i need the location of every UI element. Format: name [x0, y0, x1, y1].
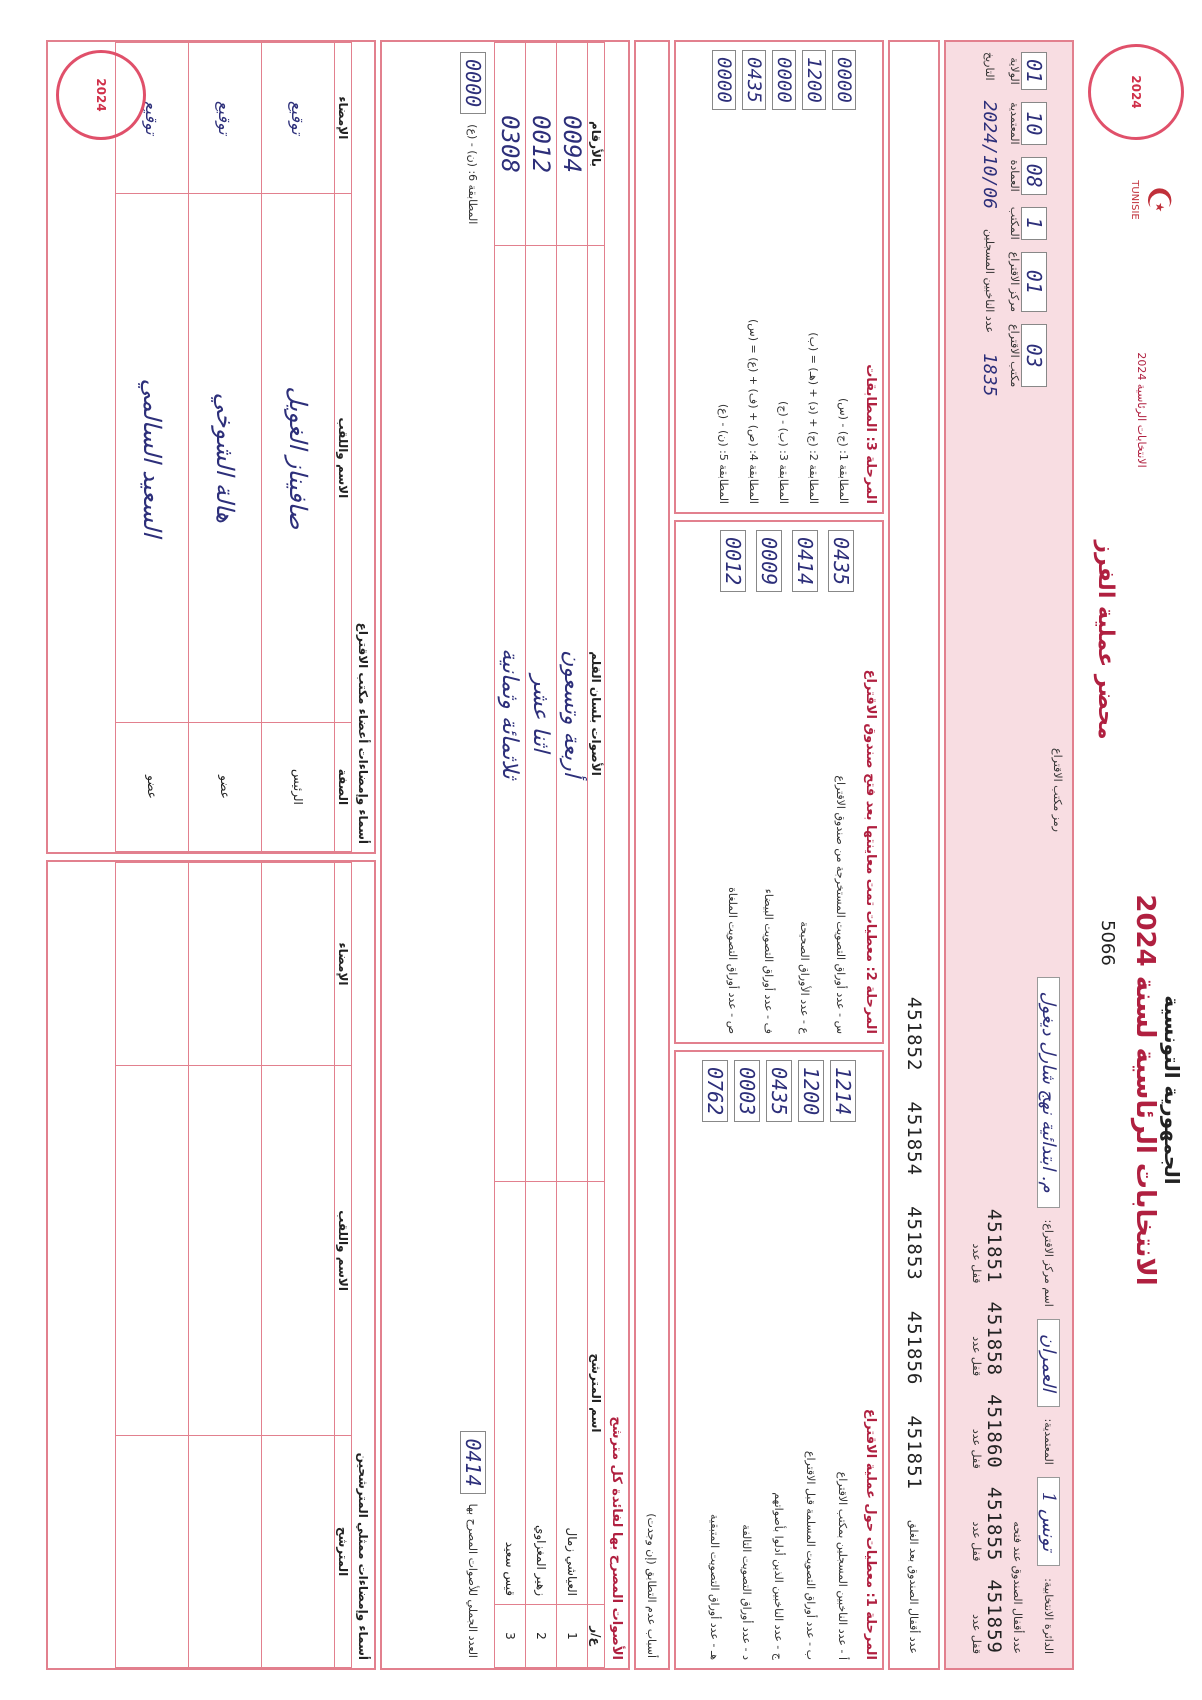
- member-name: هالة الشوخي: [189, 193, 262, 722]
- table-row: عضو هالة الشوخي توقيع: [189, 43, 262, 852]
- republic-name: الجمهورية التونسية: [1160, 995, 1184, 1185]
- stage1-value[interactable]: 1214: [830, 1060, 856, 1122]
- official-seal-bottom: 2024: [56, 50, 146, 140]
- stage3-title: المرحلة 3: المطابقات: [863, 364, 878, 504]
- stage1-row: أ - عدد الناخبين المسجلين بمكتب الاقتراع 1214: [827, 1052, 859, 1668]
- stage2-row: س - عدد أوراق التصويت المستخرجة من صندوق الاقتراع 0435: [823, 522, 859, 1042]
- seal-number: 451859 قفل عدد: [970, 1579, 1005, 1654]
- table-row: [189, 863, 262, 1668]
- stage2-value[interactable]: 0012: [720, 530, 746, 592]
- stage2-panel: [674, 520, 884, 1044]
- results-title: الأصوات المصرح بها لفائدة كل مترشح: [609, 1416, 624, 1660]
- seal-after-number: 451854: [903, 1101, 925, 1177]
- identity-line: الدائرة الانتخابية: تونس 1 المعتمدية: العمران اسم مركز الاقتراع: م. ابتدائية نهج شارل ديغول: [1034, 754, 1064, 1654]
- seal-after-number: 451853: [903, 1206, 925, 1281]
- stage1-row: ب - عدد أوراق التصويت المسلمة قبل الاقتراع 1200: [795, 1052, 827, 1668]
- votes-words[interactable]: ثلاثمائة وثمانية: [495, 246, 526, 1182]
- office-code-block: رمز مكتب الاقتراع 01 الولاية 10 المعتمدية 08 العمادة 1 المكتب 01 مركز الاقتراع 03 مكتب الاقتراع التاريخ 2024/10/06 عدد الناخبين المسجلين 1835: [979, 52, 1064, 832]
- stage1-value[interactable]: 0762: [702, 1060, 728, 1122]
- stage1-value[interactable]: 0003: [734, 1060, 760, 1122]
- stage3-row: المطابقة 2: (ج) + (د) + (هـ) = (ب) 1200: [799, 42, 829, 512]
- office-code: 01 الولاية 10 المعتمدية 08 العمادة 1 المكتب 01 مركز الاقتراع 03 مكتب الاقتراع: [1008, 52, 1047, 832]
- table-row: 1 العياشي زمال أربعة وتسعون 0094: [557, 43, 588, 1668]
- stage3-value[interactable]: 0000: [712, 50, 736, 110]
- seal-number: 451858 قفل عدد: [970, 1301, 1005, 1377]
- stage1-value[interactable]: 0435: [766, 1060, 792, 1122]
- stage2-row: ف - عدد أوراق التصويت البيضاء 0009: [751, 522, 787, 1042]
- table-row: الرئيس صافيناز الغويل توقيع: [262, 43, 335, 852]
- seal-number: 451860 قفل عدد: [970, 1394, 1005, 1469]
- total-votes: العدد الجملي للأصوات المصرح بها 0414: [460, 1431, 486, 1658]
- stage3-value[interactable]: 0000: [772, 50, 796, 110]
- office-panel: [46, 40, 376, 854]
- stage3-panel: [674, 40, 884, 514]
- stage1-row: د - عدد أوراق التصويت التالفة 0003: [731, 1052, 763, 1668]
- stage3-value[interactable]: 0435: [742, 50, 766, 110]
- delegation-field[interactable]: العمران: [1038, 1319, 1061, 1407]
- seals-list: [970, 834, 1005, 1654]
- stage2-value[interactable]: 0009: [756, 530, 782, 592]
- date-field[interactable]: 2024/10/06: [979, 100, 1000, 209]
- table-row: 2 زهير المغزاوي اثنا عشر 0012: [526, 43, 557, 1668]
- candidate-name: قيس سعيد: [495, 1182, 526, 1605]
- registered-field[interactable]: 1835: [979, 353, 1000, 397]
- results-table: [494, 42, 605, 1668]
- authority-text: TUNISIE: [1129, 180, 1140, 220]
- doc-number: 5066: [1097, 920, 1118, 966]
- identity-block: [944, 40, 1074, 1670]
- stage2-row: ع - عدد الأوراق الصحيحة 0414: [787, 522, 823, 1042]
- votes-words[interactable]: اثنا عشر: [526, 246, 557, 1182]
- stage3-row: المطابقة 3: (ب) - (ج) 0000: [769, 42, 799, 512]
- signature[interactable]: توقيع: [262, 43, 335, 194]
- results-header-row: ع/ر اسم المترشح الأصوات بلسان القلم بالأرقام: [588, 43, 605, 1668]
- stage2-row: ص - عدد أوراق التصويت الملغاة 0012: [715, 522, 751, 1042]
- signature[interactable]: توقيع: [189, 43, 262, 194]
- circ-field[interactable]: تونس 1: [1038, 1477, 1061, 1566]
- representatives-title: أسماء وإمضاءات ممثلي المترشحين: [356, 1452, 370, 1660]
- stage1-panel: [674, 1050, 884, 1670]
- page-title: الانتخابات الرئاسية لسنة 2024: [1130, 894, 1160, 1286]
- seals-before: عدد أقفال الصندوق عند فتحه 451859 قفل عدد 451855 قفل عدد 451860 قفل عدد 451858 قفل عدد 451851 قفل عدد: [954, 834, 1024, 1654]
- representatives-table: المترشح الاسم واللقب الإمضاء: [115, 862, 352, 1668]
- check6: المطابقة 6: (ن) - (ع) 0000: [460, 52, 486, 224]
- signature[interactable]: توقيع: [116, 43, 189, 194]
- stage1-title: المرحلة 1: معطيات حول عملية الاقتراع: [863, 1408, 878, 1660]
- stage3-row: المطابقة 1: (ج) - (س) 0000: [829, 42, 859, 512]
- authority-logo: [1098, 160, 1178, 240]
- election-logo: الانتخابات الرئاسية 2024: [1135, 352, 1148, 468]
- table-row: [116, 863, 189, 1668]
- stage1-value[interactable]: 1200: [798, 1060, 824, 1122]
- office-table: الصفة الاسم واللقب الإمضاء الرئيس صافيناز الغويل توقيع عضو هالة الشوخي توقيع عضو السعيد السالمي توقيع: [115, 42, 352, 852]
- observations: أسباب عدم التطابق (إن وجدت): [634, 40, 670, 1670]
- candidate-name: زهير المغزاوي: [526, 1182, 557, 1605]
- flag-icon: ☪: [1140, 185, 1178, 215]
- votes-digits[interactable]: 0012: [526, 43, 557, 246]
- stage3-row: المطابقة 4: (ص) + (ف) + (ع) = (س) 0435: [739, 42, 769, 512]
- table-row: عضو السعيد السالمي توقيع: [116, 43, 189, 852]
- seal-number: 451851 قفل عدد: [970, 1208, 1005, 1284]
- date-and-registered: التاريخ 2024/10/06 عدد الناخبين المسجلين 1835: [979, 52, 1000, 397]
- stage1-row: ج - عدد الناخبين الذين أدلوا بأصواتهم 0435: [763, 1052, 795, 1668]
- table-row: 3 قيس سعيد ثلاثمائة وثمانية 0308: [495, 43, 526, 1668]
- member-name: صافيناز الغويل: [262, 193, 335, 722]
- votes-digits[interactable]: 0094: [557, 43, 588, 246]
- stage3-value[interactable]: 0000: [832, 50, 856, 110]
- stage2-value[interactable]: 0414: [792, 530, 818, 592]
- seal-after-number: 451852: [903, 996, 925, 1072]
- stage1-row: هـ - عدد أوراق التصويت المتبقية 0762: [699, 1052, 731, 1668]
- results-footer: [452, 42, 494, 1668]
- results-panel: [380, 40, 630, 1670]
- subtitle: محضر عملية الفرز: [1093, 540, 1118, 740]
- member-name: السعيد السالمي: [116, 193, 189, 722]
- seal-after-number: 451851: [903, 1415, 925, 1490]
- official-seal-top: [1088, 44, 1184, 140]
- seals-after-block: عدد أقفال الصندوق بعد الغلق 451851 451856 451853 451854 451852: [888, 40, 940, 1670]
- stage2-title: المرحلة 2: معطيات تمت معاينتها بعد فتح صندوق الاقتراع: [863, 669, 878, 1034]
- seal-number: 451855 قفل عدد: [970, 1486, 1005, 1562]
- seal-after-number: 451856: [903, 1310, 925, 1386]
- votes-words[interactable]: أربعة وتسعون: [557, 246, 588, 1182]
- table-row: [262, 863, 335, 1668]
- seal-year: 2024: [1129, 75, 1143, 109]
- stage2-value[interactable]: 0435: [828, 530, 854, 592]
- header: [1078, 40, 1188, 1670]
- candidate-name: العياشي زمال: [557, 1182, 588, 1605]
- office-title: أسماء وإمضاءات أعضاء مكتب الاقتراع: [356, 622, 370, 844]
- center-field[interactable]: م. ابتدائية نهج شارل ديغول: [1038, 977, 1061, 1208]
- votes-digits[interactable]: 0308: [495, 43, 526, 246]
- stage3-row: المطابقة 5: (ن) - (ع) 0000: [709, 42, 739, 512]
- stage3-value[interactable]: 1200: [802, 50, 826, 110]
- representatives-panel: [46, 860, 376, 1670]
- stage1-rows: [699, 1052, 859, 1668]
